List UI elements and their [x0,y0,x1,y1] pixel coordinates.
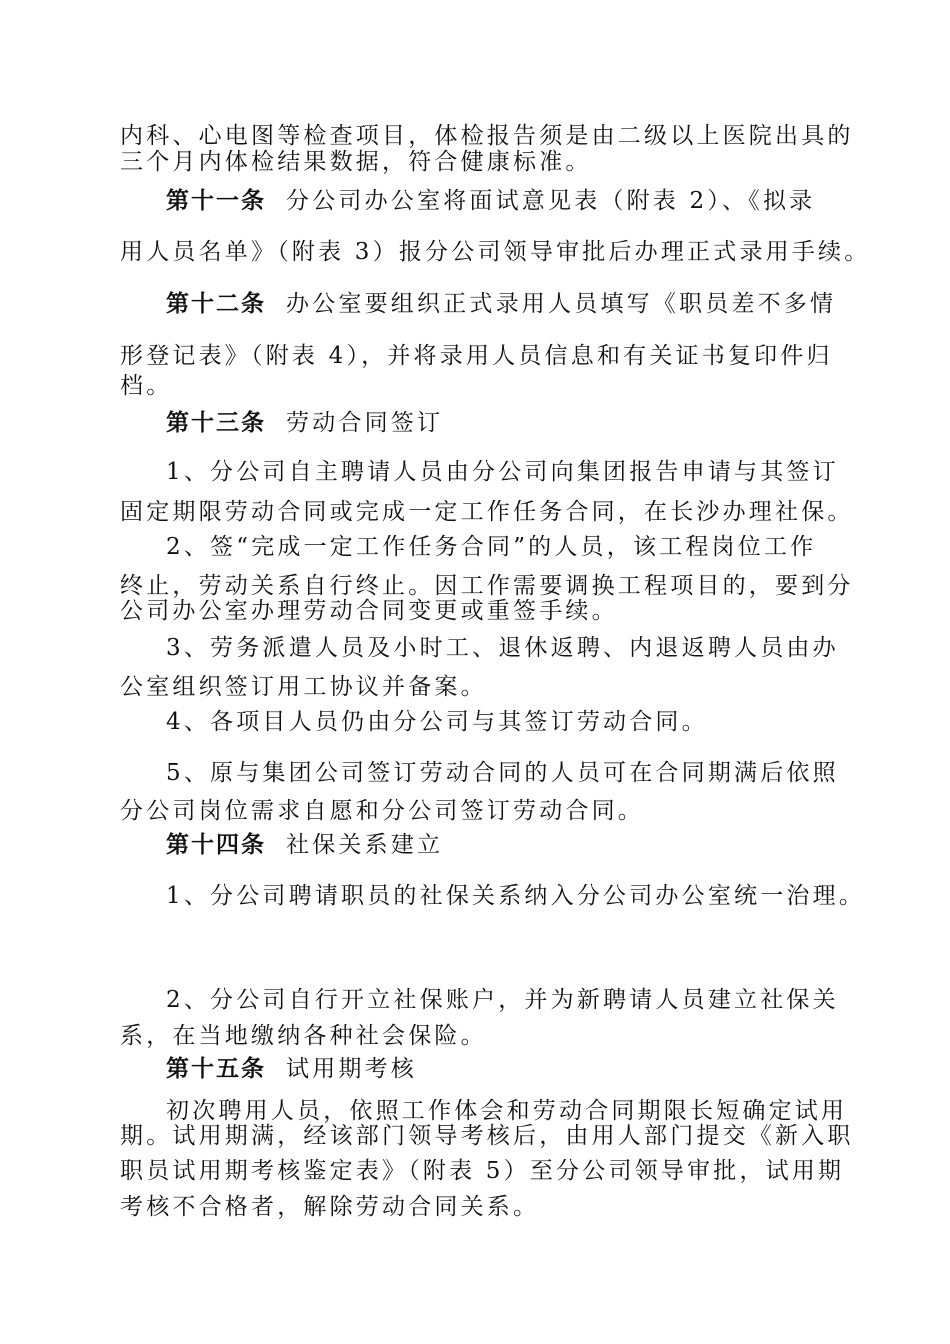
list-item-line: 分公司岗位需求自愿和分公司签订劳动合同。 [120,798,644,824]
article-15-line [166,1055,417,1083]
list-item-line: 2、分公司自行开立社保账户，并为新聘请人员建立社保关 [166,987,839,1013]
paragraph-line: 职员试用期考核鉴定表》（附表 5）至分公司领导审批，试用期 [120,1158,845,1184]
article-11-title: 第十一条 [166,187,266,214]
article-12-text: 办公室要组织正式录用人员填写《职员差不多情 [286,291,837,317]
list-item-line: 3、劳务派遣人员及小时工、退休返聘、内退返聘人员由办 [166,635,839,661]
article-13-line [166,409,443,437]
list-item-line: 固定期限劳动合同或完成一定工作任务合同，在长沙办理社保。 [120,499,854,525]
article-15-heading: 试用期考核 [286,1056,417,1082]
paragraph-line: 三个月内体检结果数据，符合健康标准。 [120,149,592,175]
paragraph-line: 档。 [120,373,173,399]
list-item-line: 公司办公室办理劳动合同变更或重签手续。 [120,598,618,624]
list-item-line: 公室组织签订用工协议并备案。 [120,674,487,700]
article-11-text: 分公司办公室将面试意见表（附表 2）、《拟录 [286,188,816,214]
article-12-line [166,290,836,318]
paragraph-line: 形登记表》（附表 4），并将录用人员信息和有关证书复印件归 [120,343,833,369]
list-item-line: 5、原与集团公司签订劳动合同的人员可在合同期满后依照 [166,760,839,786]
list-item-line: 2、签“完成一定工作任务合同”的人员，该工程岗位工作 [166,534,817,560]
paragraph-line: 内科、心电图等检查项目，体检报告须是由二级以上医院出具的 [120,123,854,149]
paragraph-line: 考核不合格者，解除劳动合同关系。 [120,1194,540,1220]
list-item-line: 1、分公司聘请职员的社保关系纳入分公司办公室统一治理。 [166,883,866,909]
list-item-line: 终止，劳动关系自行终止。因工作需要调换工程项目的，要到分 [120,573,854,599]
article-14-heading: 社保关系建立 [286,832,444,858]
list-item-line: 系，在当地缴纳各种社会保险。 [120,1023,487,1049]
article-15-title: 第十五条 [166,1055,266,1082]
article-13-title: 第十三条 [166,409,266,436]
article-13-heading: 劳动合同签订 [286,410,444,436]
paragraph-line: 初次聘用人员，依照工作体会和劳动合同期限长短确定试用 [166,1098,848,1124]
article-14-line [166,831,443,859]
article-12-title: 第十二条 [166,290,266,317]
paragraph-line: 用人员名单》（附表 3）报分公司领导审批后办理正式录用手续。 [120,239,871,265]
paragraph-line: 期。试用期满，经该部门领导考核后，由用人部门提交《新入职 [120,1123,854,1149]
list-item-line: 4、各项目人员仍由分公司与其签订劳动合同。 [166,709,708,735]
article-11-line [166,187,815,215]
list-item-line: 1、分公司自主聘请人员由分公司向集团报告申请与其签订 [166,459,839,485]
article-14-title: 第十四条 [166,831,266,858]
